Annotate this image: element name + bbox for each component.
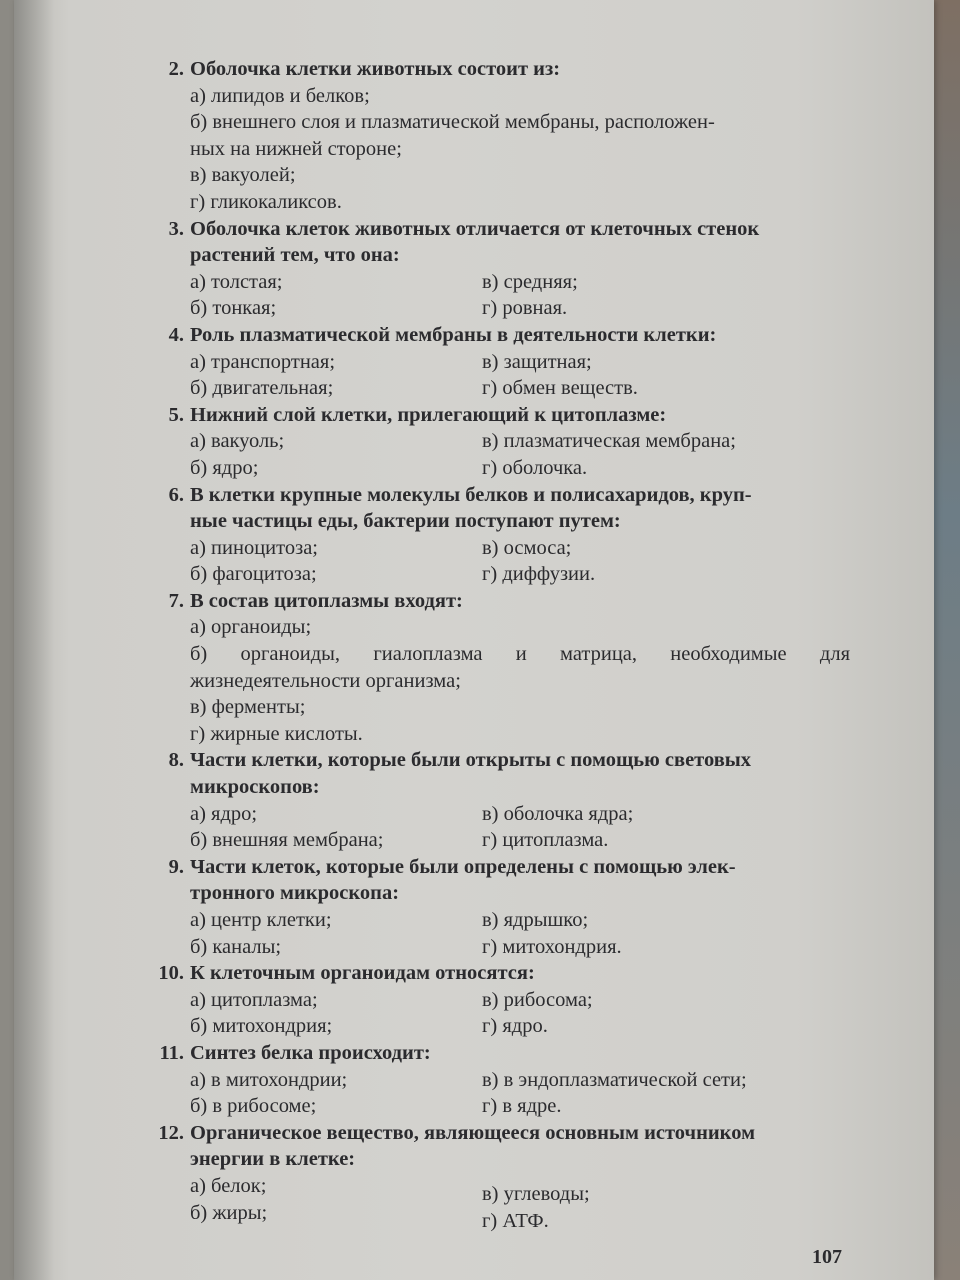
page-number: 107	[812, 1246, 842, 1268]
option: а) органоиды;	[190, 616, 312, 639]
option: в) оболочка ядра;	[482, 802, 634, 825]
question-text: микроскопов:	[190, 776, 320, 799]
option: г) цитоплазма.	[482, 829, 609, 852]
question-9	[160, 854, 850, 960]
option: в) рибосома;	[482, 988, 593, 1011]
question-number: 9.	[168, 855, 184, 878]
option: а) транспортная;	[190, 350, 336, 373]
question-text: В клетки крупные молекулы белков и полисахаридов, круп-	[190, 483, 752, 506]
option: г) диффузии.	[482, 563, 596, 586]
question-text: тронного микроскопа:	[190, 882, 400, 905]
option-row	[190, 375, 850, 402]
question-12	[158, 1120, 850, 1232]
option-row	[190, 428, 850, 455]
question-7	[160, 588, 850, 748]
option: в) осмоса;	[482, 536, 572, 559]
option: а) толстая;	[190, 270, 283, 293]
question-text: Роль плазматической мембраны в деятельности клетки:	[190, 323, 717, 346]
question-4	[160, 322, 850, 402]
question-number: 4.	[168, 323, 184, 346]
option: г) ядро.	[482, 1015, 548, 1038]
question-text: энергии в клетке:	[190, 1148, 356, 1171]
option: б) внешнего слоя и плазматической мембраны, расположен-	[190, 111, 715, 134]
question-text: Синтез белка происходит:	[190, 1041, 431, 1064]
option: а) белок;	[190, 1174, 267, 1197]
question-text: Нижний слой клетки, прилегающий к цитоплазме:	[190, 403, 667, 426]
option: г) ровная.	[482, 297, 568, 320]
option: а) вакуоль;	[190, 430, 285, 453]
option: б) жиры;	[190, 1201, 268, 1224]
question-number: 8.	[168, 749, 184, 772]
question-number: 3.	[168, 217, 184, 240]
option-row	[190, 349, 850, 376]
question-3	[160, 216, 850, 322]
option: в) защитная;	[482, 350, 592, 373]
option: б) органоиды, гиалоплазма и матрица, необходимые для	[190, 643, 850, 666]
option: г) в ядре.	[482, 1095, 562, 1118]
question-number: 11.	[159, 1041, 184, 1064]
option-row	[190, 269, 850, 296]
question-11	[160, 1040, 850, 1120]
option-row	[190, 295, 850, 322]
option: б) в рибосоме;	[190, 1095, 317, 1118]
question-10	[160, 960, 850, 1040]
option-row	[190, 1013, 850, 1040]
question-text: В состав цитоплазмы входят:	[190, 589, 463, 612]
option: а) пиноцитоза;	[190, 536, 318, 559]
question-number: 10.	[158, 962, 184, 985]
option: в) ядрышко;	[482, 909, 589, 931]
option-row	[190, 907, 850, 934]
questions-list	[158, 56, 850, 1232]
option: г) АТФ.	[482, 1209, 549, 1232]
option: б) митохондрия;	[190, 1015, 333, 1038]
question-5	[160, 402, 850, 482]
option-row	[190, 535, 850, 562]
question-6	[160, 482, 850, 588]
option: а) цитоплазма;	[190, 988, 318, 1011]
option-row	[190, 1173, 850, 1205]
option-row	[190, 934, 850, 961]
option: г) митохондрия.	[482, 935, 622, 958]
question-number: 5.	[168, 403, 184, 426]
question-number: 12.	[158, 1121, 184, 1144]
question-text: Оболочка клеток животных отличается от клеточных стенок	[190, 217, 760, 240]
option-row	[190, 1093, 850, 1120]
option: г) жирные кислоты.	[190, 722, 363, 745]
option-row	[190, 827, 850, 854]
question-text: растений тем, что она:	[190, 244, 400, 267]
option: в) ферменты;	[190, 696, 306, 719]
question-text: Органическое вещество, являющееся основным источником	[190, 1121, 756, 1144]
option: в) плазматическая мембрана;	[482, 430, 736, 453]
option-row	[190, 1067, 850, 1094]
option: а) центр клетки;	[190, 909, 332, 931]
question-number: 6.	[168, 483, 184, 506]
option: г) оболочка.	[482, 456, 588, 479]
option-row	[190, 455, 850, 482]
question-text: ные частицы еды, бактерии поступают путем:	[190, 510, 621, 533]
option: в) средняя;	[482, 270, 578, 293]
option: б) тонкая;	[190, 297, 277, 320]
option: а) ядро;	[190, 802, 258, 825]
option: в) углеводы;	[482, 1182, 590, 1205]
option: б) внешняя мембрана;	[190, 829, 384, 852]
question-text: К клеточным органоидам относятся:	[190, 962, 535, 985]
option: в) вакуолей;	[190, 164, 296, 187]
question-number: 2.	[168, 58, 184, 80]
question-text: Части клетки, которые были открыты с помощью световых	[190, 749, 752, 772]
option: г) обмен веществ.	[482, 377, 638, 400]
question-number: 7.	[168, 589, 184, 612]
option-row	[190, 801, 850, 828]
option: б) ядро;	[190, 456, 259, 479]
option: б) фагоцитоза;	[190, 563, 317, 586]
question-8	[160, 747, 850, 853]
option: г) гликокаликсов.	[190, 190, 342, 213]
background-right	[930, 0, 960, 1280]
question-text: Оболочка клетки животных состоит из:	[190, 58, 561, 80]
option: жизнедеятельности организма;	[190, 669, 461, 692]
option-row	[190, 561, 850, 588]
option: а) липидов и белков;	[190, 84, 370, 107]
option: а) в митохондрии;	[190, 1068, 348, 1091]
option-row	[190, 987, 850, 1014]
page-gutter-shadow	[14, 0, 54, 1280]
option: б) двигательная;	[190, 377, 334, 400]
question-text: Части клеток, которые были определены с помощью элек-	[190, 855, 736, 878]
option: ных на нижней стороне;	[190, 137, 402, 160]
option: б) каналы;	[190, 935, 282, 958]
question-2	[160, 56, 850, 216]
option: в) в эндоплазматической сети;	[482, 1068, 747, 1091]
